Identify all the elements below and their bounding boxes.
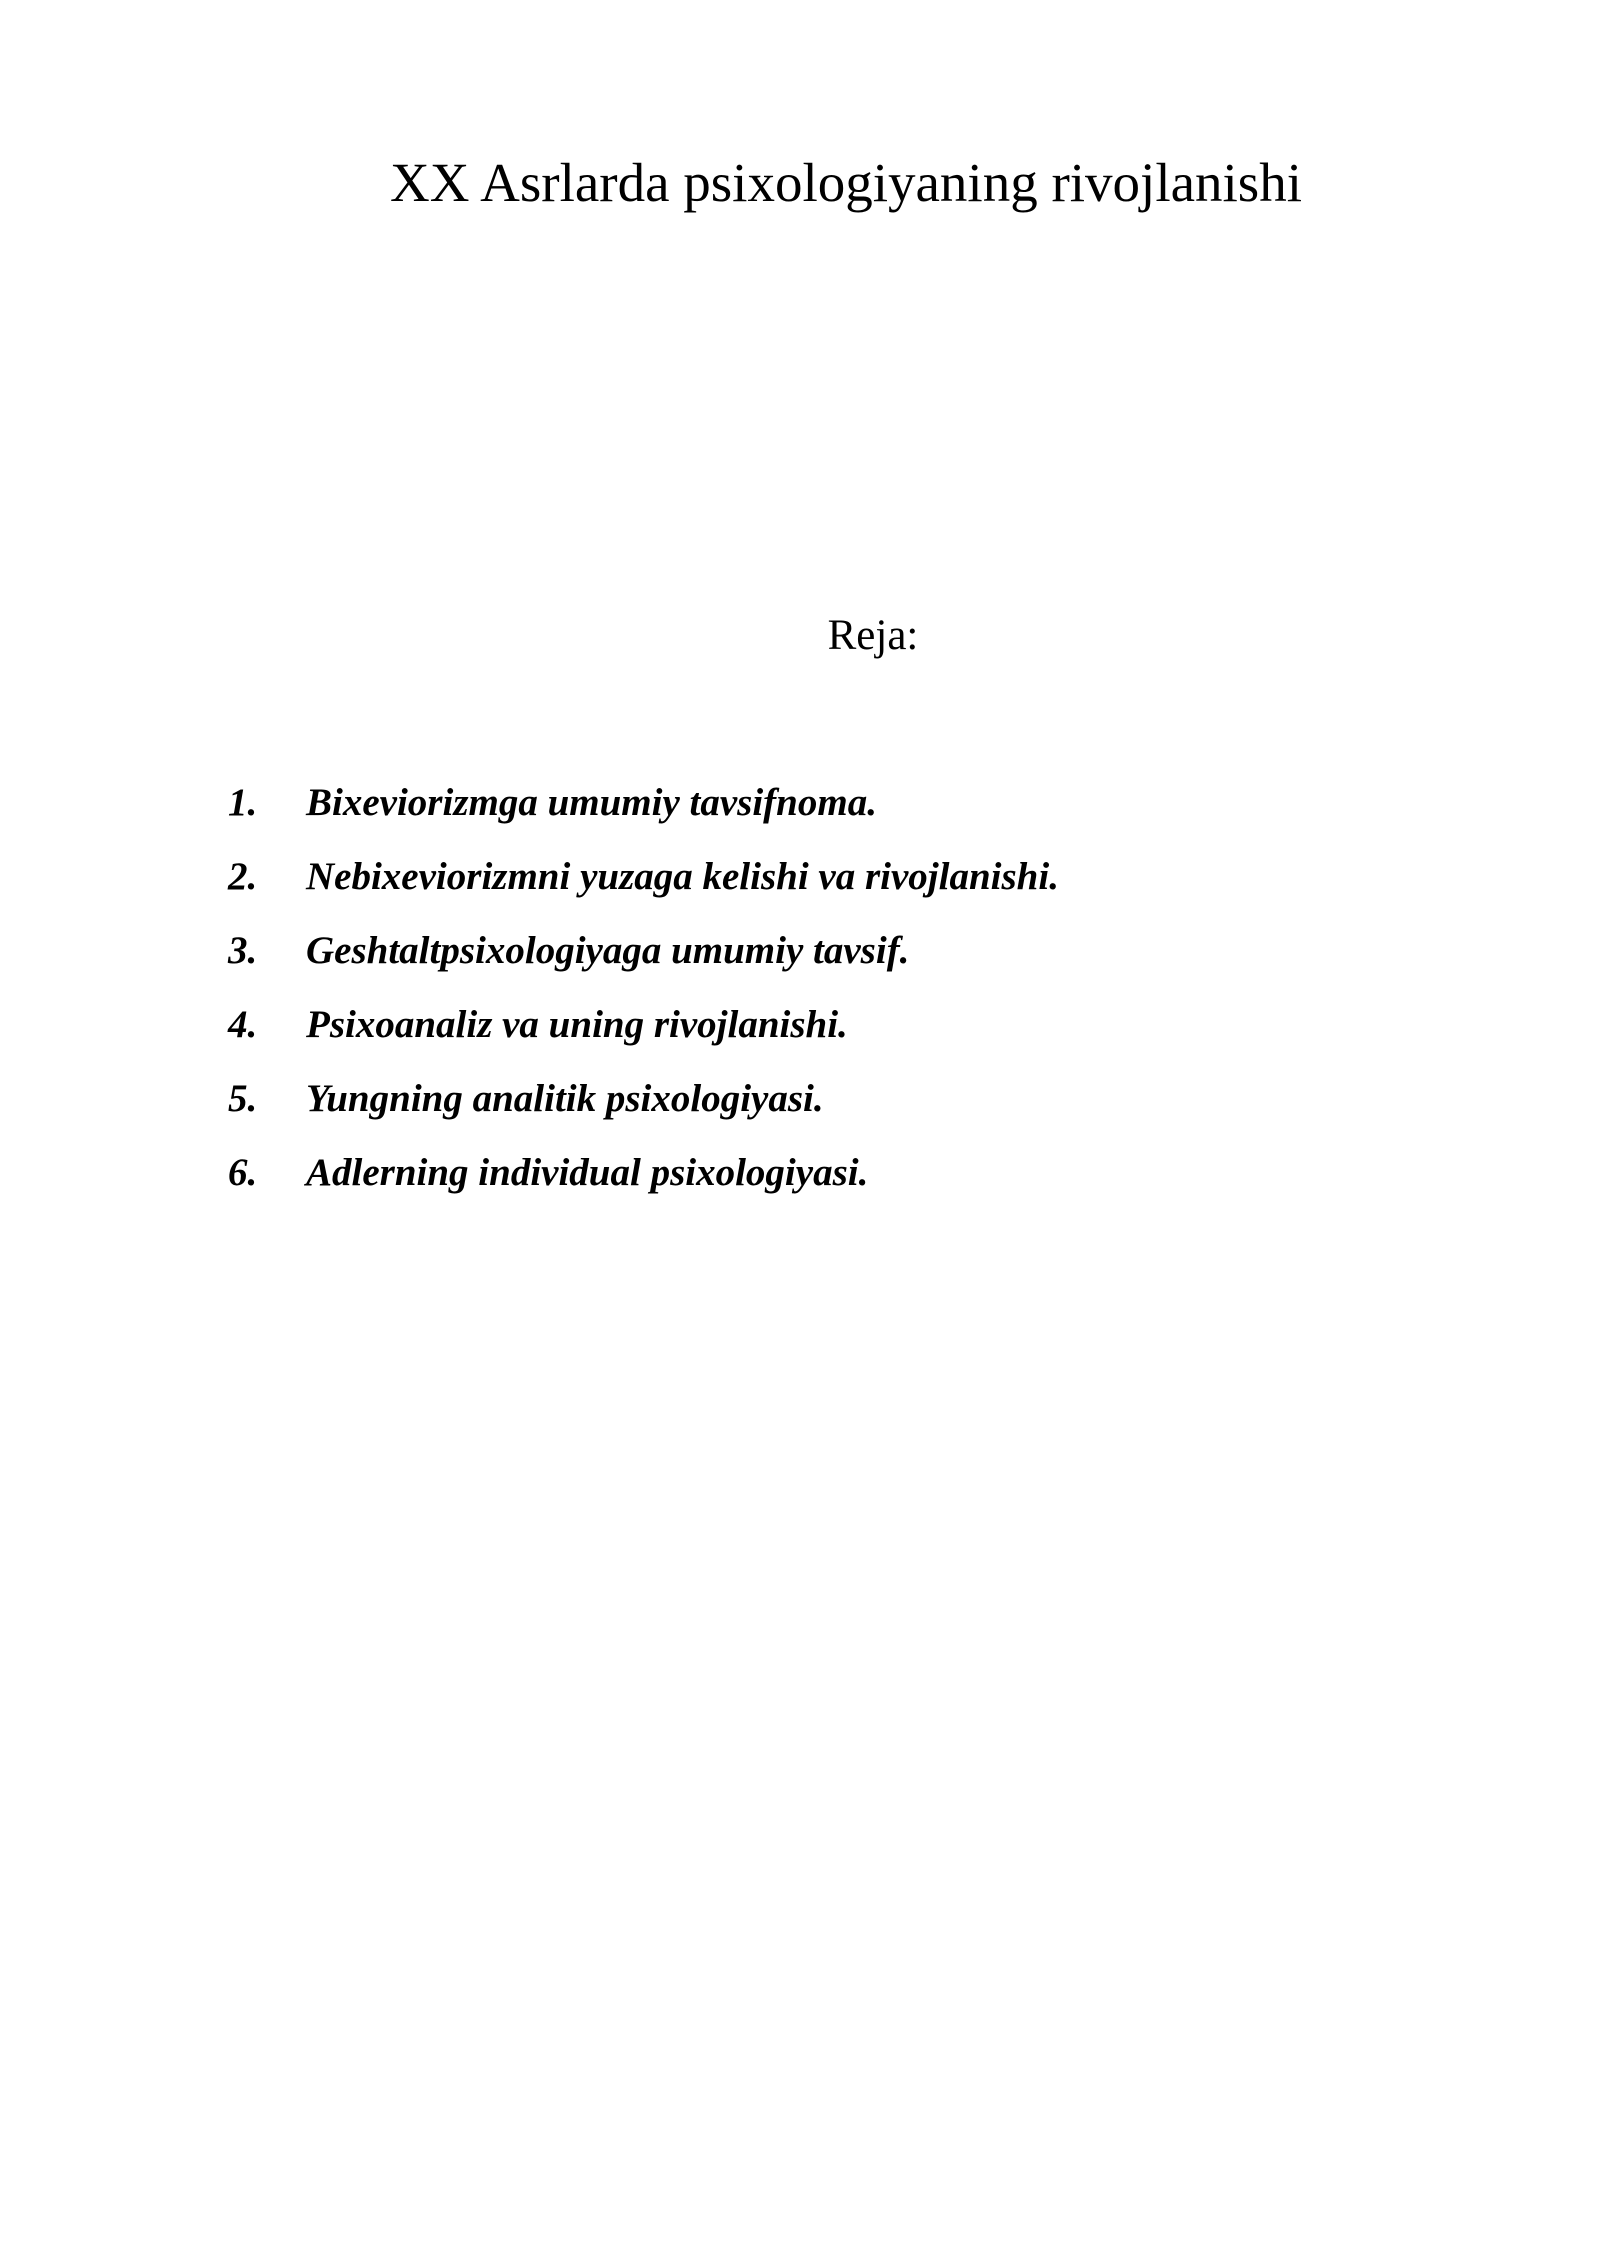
plan-item-number: 2. [228, 855, 258, 898]
plan-item [228, 778, 1059, 852]
plan-item-number: 1. [228, 781, 258, 824]
plan-item-number: 5. [228, 1077, 258, 1120]
plan-item-number: 4. [228, 1003, 258, 1046]
plan-item-text: Psixoanaliz va uning rivojlanishi. [306, 1003, 848, 1046]
plan-heading: Reja: [827, 612, 919, 659]
plan-item-text: Adlerning individual psixologiyasi. [306, 1151, 869, 1194]
plan-item-text: Geshtaltpsixologiyaga umumiy tavsif. [306, 929, 910, 972]
plan-list [228, 778, 1059, 1222]
plan-item [228, 1000, 1059, 1074]
plan-item [228, 1074, 1059, 1148]
plan-item-text: Bixeviorizmga umumiy tavsifnoma. [306, 781, 877, 824]
plan-item-text: Yungning analitik psixologiyasi. [306, 1077, 824, 1120]
plan-item-number: 6. [228, 1151, 258, 1194]
document-title: XX Asrlarda psixologiyaning rivojlanishi [390, 152, 1302, 213]
plan-item-text: Nebixeviorizmni yuzaga kelishi va rivojlanishi. [306, 855, 1059, 898]
plan-item [228, 852, 1059, 926]
plan-item [228, 926, 1059, 1000]
plan-item [228, 1148, 1059, 1222]
plan-item-number: 3. [228, 929, 258, 972]
